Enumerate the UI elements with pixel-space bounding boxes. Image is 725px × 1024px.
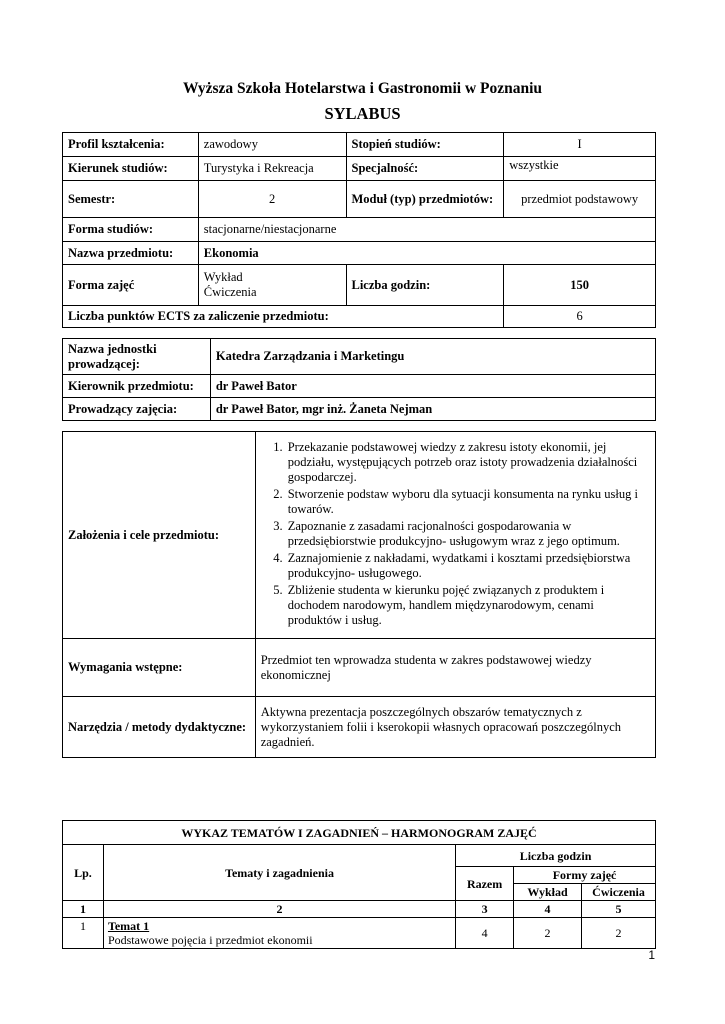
tools-value: Aktywna prezentacja poszczególnych obszarów tematycznych z wykorzystaniem folii i kserokopii własnych opracowań poszczególnych zagadnień.: [255, 697, 655, 758]
class-form-label: Forma zajęć: [63, 265, 199, 306]
topic-title: Temat 1: [107, 919, 150, 933]
level-value: I: [504, 133, 656, 157]
row-lp: 1: [63, 918, 104, 949]
goals-value: [255, 432, 655, 639]
specialty-value: wszystkie: [504, 157, 656, 181]
level-label: Stopień studiów:: [346, 133, 504, 157]
goals-label: Założenia i cele przedmiotu:: [63, 432, 256, 639]
head-label: Kierownik przedmiotu:: [63, 375, 211, 398]
col-lp: Lp.: [63, 845, 104, 901]
numbering-cell: 4: [514, 901, 582, 918]
subject-label: Nazwa przedmiotu:: [63, 242, 199, 265]
row-exercises: 2: [582, 918, 656, 949]
teachers-value: dr Paweł Bator, mgr inż. Żaneta Nejman: [210, 398, 655, 421]
col-exercises: Ćwiczenia: [582, 884, 656, 901]
school-name: Wyższa Szkoła Hotelarstwa i Gastronomii w Poznaniu: [182, 80, 543, 97]
specialty-label: Specjalność:: [346, 157, 504, 181]
prereq-value: Przedmiot ten wprowadza studenta w zakres podstawowej wiedzy ekonomicznej: [255, 639, 655, 697]
page-number: 1: [648, 948, 655, 962]
class-form-lecture: Wykład: [203, 270, 243, 284]
prereq-label: Wymagania wstępne:: [63, 639, 256, 697]
class-form-value: [198, 265, 346, 306]
unit-label: Nazwa jednostki prowadzącej:: [63, 339, 211, 375]
schedule-title: WYKAZ TEMATÓW I ZAGADNIEŃ – HARMONOGRAM ZAJĘĆ: [63, 821, 656, 845]
numbering-cell: 2: [103, 901, 455, 918]
col-lecture: Wykład: [514, 884, 582, 901]
subject-value: Ekonomia: [198, 242, 655, 265]
col-hours: Liczba godzin: [456, 845, 656, 867]
hours-value: 150: [504, 265, 656, 306]
study-form-value: stacjonarne/niestacjonarne: [198, 218, 655, 242]
goal-item: 2. Stworzenie podstaw wyboru dla sytuacji konsumenta na rynku usług i towarów.: [286, 487, 650, 517]
document-title: SYLABUS: [324, 104, 401, 123]
ects-label: Liczba punktów ECTS za zaliczenie przedmiotu:: [63, 306, 504, 328]
unit-value: Katedra Zarządzania i Marketingu: [210, 339, 655, 375]
semester-label: Semestr:: [63, 181, 199, 218]
goal-item: 3. Zapoznanie z zasadami racjonalności gospodarowania w przedsiębiorstwie produkcyjno- usługowym wraz z jego optimum.: [286, 519, 650, 549]
course-info-table: [62, 132, 656, 328]
unit-table: [62, 338, 656, 421]
class-form-exercises: Ćwiczenia: [203, 285, 257, 299]
head-value: dr Paweł Bator: [210, 375, 655, 398]
ects-value: 6: [504, 306, 656, 328]
direction-label: Kierunek studiów:: [63, 157, 199, 181]
row-total: 4: [456, 918, 514, 949]
semester-value: 2: [198, 181, 346, 218]
numbering-cell: 1: [63, 901, 104, 918]
module-label: Moduł (typ) przedmiotów:: [346, 181, 504, 218]
teachers-label: Prowadzący zajęcia:: [63, 398, 211, 421]
goal-item: 1. Przekazanie podstawowej wiedzy z zakresu istoty ekonomii, jej podziału, występujących potrzeb oraz istoty prowadzenia działalności gospodarczej.: [286, 440, 650, 485]
study-form-label: Forma studiów:: [63, 218, 199, 242]
hours-label: Liczba godzin:: [346, 265, 504, 306]
profile-label: Profil kształcenia:: [63, 133, 199, 157]
col-total: Razem: [456, 867, 514, 901]
schedule-table: [62, 820, 656, 949]
module-value: przedmiot podstawowy: [504, 181, 656, 218]
tools-label: Narzędzia / metody dydaktyczne:: [63, 697, 256, 758]
row-topic: [103, 918, 455, 949]
numbering-cell: 5: [582, 901, 656, 918]
col-topics: Tematy i zagadnienia: [103, 845, 455, 901]
goals-list: [261, 440, 650, 628]
table-row: [63, 918, 656, 949]
row-lecture: 2: [514, 918, 582, 949]
col-forms: Formy zajęć: [514, 867, 656, 884]
numbering-cell: 3: [456, 901, 514, 918]
goals-table: [62, 431, 656, 758]
goal-item: 5. Zbliżenie studenta w kierunku pojęć związanych z produktem i dochodem narodowym, handlem międzynarodowym, cenami produktów i usług.: [286, 583, 650, 628]
direction-value: Turystyka i Rekreacja: [198, 157, 346, 181]
profile-value: zawodowy: [198, 133, 346, 157]
topic-desc: Podstawowe pojęcia i przedmiot ekonomii: [107, 933, 313, 947]
goal-item: 4. Zaznajomienie z nakładami, wydatkami i kosztami przedsiębiorstwa produkcyjno- usługowego.: [286, 551, 650, 581]
